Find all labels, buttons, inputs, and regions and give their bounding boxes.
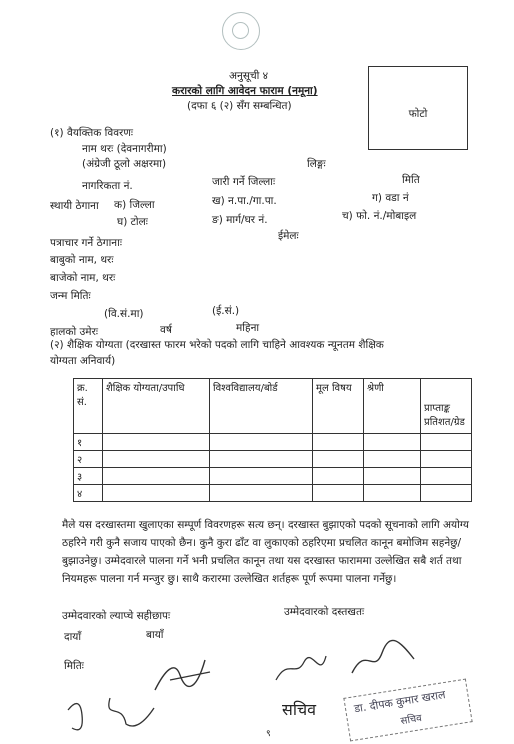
division-cell[interactable] <box>364 451 421 468</box>
subject-cell[interactable] <box>313 468 364 485</box>
col-university: विश्वविद्यालय/बोर्ड <box>210 379 313 434</box>
official-stamp <box>343 679 472 742</box>
row-number: ४ <box>74 485 103 502</box>
grandfather-name-label: बाजेको नाम, थरः <box>50 272 116 284</box>
dob-bs-label: (वि.सं.मा) <box>104 308 144 320</box>
qualification-cell[interactable] <box>103 434 210 451</box>
university-cell[interactable] <box>210 485 313 502</box>
table-row <box>74 468 472 485</box>
signature-mark <box>270 650 330 690</box>
subject-cell[interactable] <box>313 434 364 451</box>
initials-mark <box>60 690 170 735</box>
division-cell[interactable] <box>364 434 421 451</box>
form-subtitle: (दफा ६ (२) सँग सम्बन्धित) <box>187 100 292 112</box>
declaration-text: मैले यस दरखास्तमा खुलाएका सम्पूर्ण विवरणहरू सत्य छन्। दरखास्त बुझाएको पदको सूचनाको लागि अयोग्य ठहरिने गरी कुनै सजाय पाएको छैन। कुनै कुरा ढाँट वा लुकाएको ठहरिएमा प्रचलित कानून बमोजिम सहनेछु/बुझाउनेछु। उम्मेदवारले पालना गर्ने भनी प्रचलित कानून तथा यस दरखास्त फाराममा उल्लेखित सबै शर्त तथा नियमहरू पालना गर्न मन्जुर छु। साथै करारमा उल्लेखित शर्तहरू पूर्ण रूपमा पालना गर्नेछु। <box>62 519 469 585</box>
tole-label: घ) टोलः <box>117 216 148 228</box>
row-number: ३ <box>74 468 103 485</box>
row-number: २ <box>74 451 103 468</box>
age-year-label: वर्ष <box>160 324 172 336</box>
table-row <box>74 434 472 451</box>
col-division: श्रेणी <box>364 379 421 434</box>
ward-label: ग) वडा नं <box>372 192 409 204</box>
subject-cell[interactable] <box>313 451 364 468</box>
district-label: क) जिल्ला <box>114 199 155 211</box>
university-cell[interactable] <box>210 434 313 451</box>
issue-district-label: जारी गर्ने जिल्लाः <box>212 176 276 188</box>
date-label: मिति <box>402 174 420 186</box>
education-table <box>73 378 472 502</box>
thumbprint-label: उम्मेदवारको ल्याप्चे सहीछापः <box>62 610 171 622</box>
government-seal-logo <box>222 12 260 50</box>
col-qualification: शैक्षिक योग्यता/उपाधि <box>103 379 210 434</box>
section2-heading: (२) शैक्षिक योग्यता (दरखास्त फारम भरेको पदको लागि चाहिने आवश्यक न्यूनतम शैक्षिक <box>50 339 384 351</box>
dob-label: जन्म मितिः <box>50 290 91 302</box>
col-grade: प्राप्ताङ्क प्रतिशत/ग्रेड <box>421 379 472 434</box>
university-cell[interactable] <box>210 468 313 485</box>
division-cell[interactable] <box>364 468 421 485</box>
municipality-label: ख) न.पा./गा.पा. <box>212 195 277 207</box>
photo-box <box>368 66 468 150</box>
col-sn: क्र. सं. <box>74 379 103 434</box>
qualification-cell[interactable] <box>103 451 210 468</box>
name-english-label: (अंग्रेजी ठूलो अक्षरमा) <box>82 158 167 170</box>
phone-label: च) फो. नं./मोबाइल <box>342 210 417 222</box>
candidate-signature-label: उम्मेदवारको दस्तखतः <box>284 606 365 618</box>
dob-ad-label: (ई.सं.) <box>212 305 240 317</box>
citizenship-label: नागरिकता नं. <box>82 180 133 192</box>
age-month-label: महिना <box>236 322 260 334</box>
stamp-name: डा. दीपक कुमार खराल <box>353 688 447 716</box>
grade-cell[interactable] <box>421 451 472 468</box>
age-label: हालको उमेरः <box>50 326 98 338</box>
page-number: ९ <box>266 729 271 739</box>
form-title: करारको लागि आवेदन फाराम (नमूना) <box>172 85 318 97</box>
schedule-label: अनुसूची ४ <box>229 70 269 82</box>
date-field-label: मितिः <box>64 660 84 672</box>
qualification-cell[interactable] <box>103 468 210 485</box>
section1-heading: (१) वैयक्तिक विवरणः <box>50 127 134 139</box>
grade-cell[interactable] <box>421 485 472 502</box>
col-subject: मूल विषय <box>313 379 364 434</box>
stamp-title: सचिव <box>399 713 423 728</box>
division-cell[interactable] <box>364 485 421 502</box>
row-number: १ <box>74 434 103 451</box>
table-row <box>74 485 472 502</box>
email-label: ईमेलः <box>278 230 299 242</box>
left-thumb-label: बायाँ <box>146 629 164 641</box>
photo-label: फोटो <box>408 108 428 120</box>
marg-label: ङ) मार्ग/घर नं. <box>212 214 268 226</box>
education-table-header <box>74 379 472 434</box>
sachiv-handwritten: सचिव <box>282 700 317 719</box>
university-cell[interactable] <box>210 451 313 468</box>
permanent-address-label: स्थायी ठेगाना <box>50 200 99 212</box>
subject-cell[interactable] <box>313 485 364 502</box>
gender-label: लिङ्गः <box>307 158 326 170</box>
signature-mark <box>344 635 424 683</box>
table-row <box>74 451 472 468</box>
grade-cell[interactable] <box>421 434 472 451</box>
name-devanagari-label: नाम थरः (देवनागरीमा) <box>82 143 167 155</box>
father-name-label: बाबुको नाम, थरः <box>50 254 114 266</box>
correspondence-label: पत्राचार गर्ने ठेगानाः <box>50 237 122 249</box>
qualification-cell[interactable] <box>103 485 210 502</box>
section2-heading-cont: योग्यता अनिवार्य) <box>50 355 116 367</box>
grade-cell[interactable] <box>421 468 472 485</box>
right-thumb-label: दायाँ <box>64 631 82 643</box>
